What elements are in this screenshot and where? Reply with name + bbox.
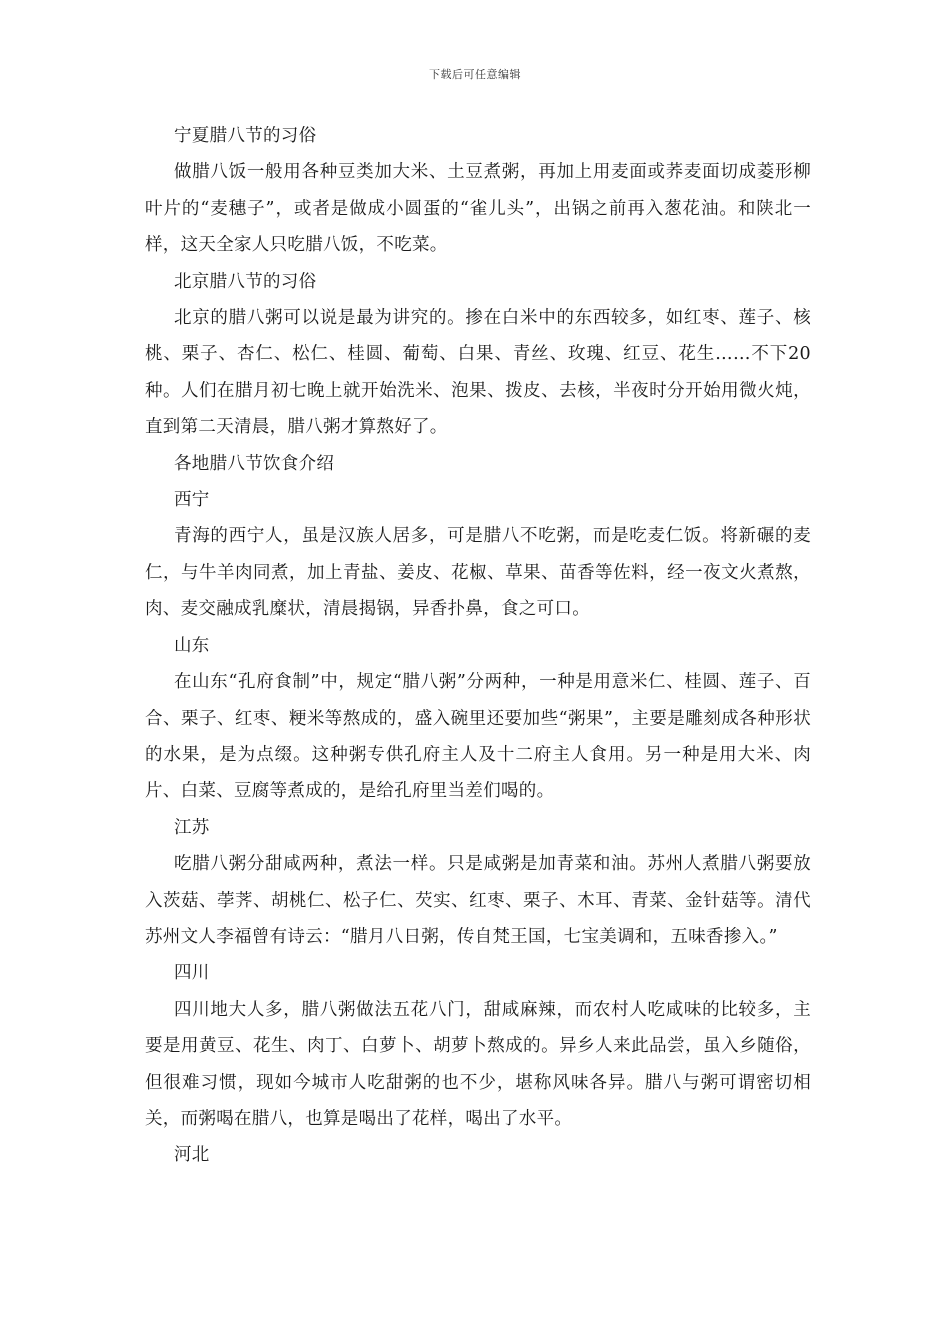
paragraph-jiangsu: 吃腊八粥分甜咸两种，煮法一样。只是咸粥是加青菜和油。苏州人煮腊八粥要放入茨菇、荸荠、胡桃仁、松子仁、芡实、红枣、栗子、木耳、青菜、金针菇等。清代苏州文人李福曾有诗云：“腊月八日粥，传自梵王国，七宝美调和，五味香掺入。”	[145, 854, 811, 947]
paragraph-beijing: 北京的腊八粥可以说是最为讲究的。掺在白米中的东西较多，如红枣、莲子、核桃、栗子、杏仁、松仁、桂圆、葡萄、白果、青丝、玫瑰、红豆、花生……不下20种。人们在腊月初七晚上就开始洗米、泡果、拨皮、去核，半夜时分开始用微火炖，直到第二天清晨，腊八粥才算熬好了。	[145, 308, 811, 438]
heading-hebei: 河北	[174, 1145, 210, 1166]
heading-regional-food: 各地腊八节饮食介绍	[174, 453, 335, 474]
paragraph-ningxia: 做腊八饭一般用各种豆类加大米、土豆煮粥，再加上用麦面或荞麦面切成菱形柳叶片的“麦穗子”，或者是做成小圆蛋的“雀儿头”，出锅之前再入葱花油。和陕北一样，这天全家人只吃腊八饭，不吃菜。	[145, 162, 811, 256]
paragraph-xining: 青海的西宁人，虽是汉族人居多，可是腊八不吃粥，而是吃麦仁饭。将新碾的麦仁，与牛羊肉同煮，加上青盐、姜皮、花椒、草果、苗香等佐料，经一夜文火煮熬，肉、麦交融成乳糜状，清晨揭锅，异香扑鼻，食之可口。	[145, 526, 811, 620]
document-body	[145, 118, 811, 1174]
paragraph-shandong: 在山东“孔府食制”中，规定“腊八粥”分两种，一种是用意米仁、桂圆、莲子、百合、栗子、红枣、粳米等熬成的，盛入碗里还要加些“粥果”，主要是雕刻成各种形状的水果，是为点缀。这种粥专供孔府主人及十二府主人食用。另一种是用大米、肉片、白菜、豆腐等煮成的，是给孔府里当差们喝的。	[145, 672, 811, 802]
heading-shandong: 山东	[174, 635, 210, 656]
heading-xining: 西宁	[174, 490, 210, 511]
heading-beijing: 北京腊八节的习俗	[174, 271, 317, 292]
page-header: 下载后可任意编辑	[429, 68, 521, 81]
heading-ningxia: 宁夏腊八节的习俗	[174, 126, 317, 146]
paragraph-sichuan: 四川地大人多，腊八粥做法五花八门，甜咸麻辣，而农村人吃咸味的比较多，主要是用黄豆、花生、肉丁、白萝卜、胡萝卜熬成的。异乡人来此品尝，虽入乡随俗，但很难习惯，现如今城市人吃甜粥的也不少，堪称风味各异。腊八与粥可谓密切相关，而粥喝在腊八，也算是喝出了花样，喝出了水平。	[145, 999, 811, 1129]
heading-sichuan: 四川	[174, 963, 210, 984]
heading-jiangsu: 江苏	[174, 817, 210, 838]
